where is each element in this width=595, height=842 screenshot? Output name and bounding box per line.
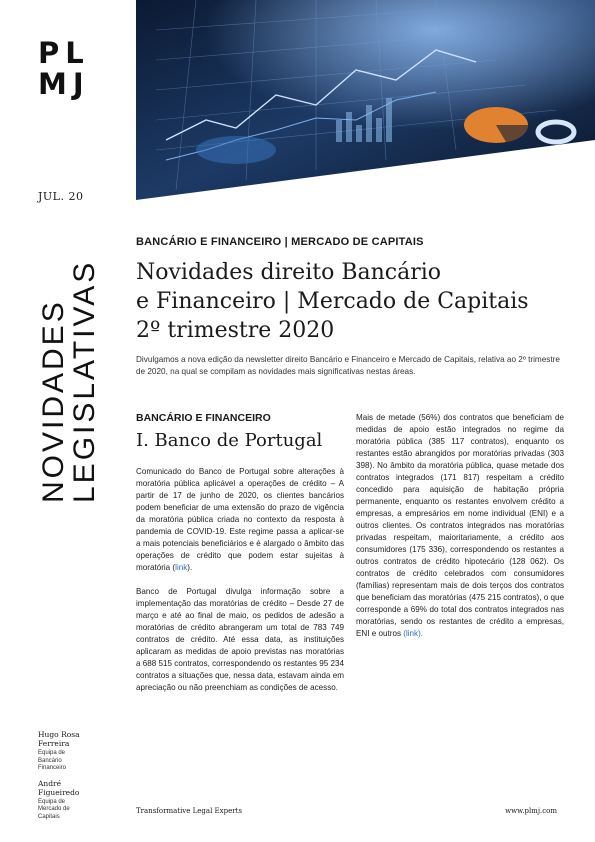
intro-paragraph: Divulgamos a nova edição da newsletter direito Bancário e Financeiro e Mercado de Capitais, relativa ao 2º trimestre de 2020, na qual se compilam as novidades mais significativas nestas áreas.	[136, 355, 560, 376]
author-team-line: Equipa de	[38, 750, 66, 756]
author-team-line: Bancário	[38, 757, 62, 764]
author-team	[38, 799, 118, 822]
plmj-logo[interactable]	[38, 38, 100, 100]
vertical-title-line-1: NOVIDADES	[37, 299, 70, 503]
vertical-title-line-2: LEGISLATIVAS	[68, 259, 101, 503]
paragraph-implementacao-moratorias: Banco de Portugal divulga informação sobre a implementação das moratórias de crédito – Desde 27 de março e até ao final de maio, os pedidos de adesão a moratórias de crédito abrangeram um total de 783 749 contratos de crédito. Até essa data, as instituições aplicaram as medidas de apoio previstas nas moratórias a 688 515 contratos, correspondendo os restantes 95 234 contratos a situações que, nessa data, estavam ainda em apreciação ou não preenchiam as condições de acesso.	[136, 587, 344, 692]
section-kicker: BANCÁRIO E FINANCEIRO	[136, 412, 271, 424]
authors	[38, 730, 118, 827]
paragraph-text: Mais de metade (56%) dos contratos que beneficiam de medidas de apoio estão integrados no regime da moratória pública (385 117 contratos), enquanto os restantes estão abrangidos por moratórias privadas (303 398). No âmbito da moratória pública, quase metade dos contratos integrados (171 817) respeitam a crédito concedido para aquisição de habitação própria permanente, enquanto os restantes envolvem crédito a empresas, a empresários em nome individual (ENI) e a outros clientes. Os contratos integrados nas moratórias privadas respeitam, maioritariamente, a crédito aos consumidores (175 336), correspondendo os restantes a outros contratos de crédito hipotecário (128 062). Os contratos de crédito celebrados com consumidores (famílias) representam mais de dois terços dos contratos que beneficiam das moratórias (475 215 contratos), o que corresponde a 69% do total dos contratos integrados nas moratórias, sendo os restantes de crédito a empresas, ENI e outros	[356, 413, 564, 638]
author-name-line: Figueiredo	[38, 787, 80, 797]
author-name	[38, 779, 118, 797]
author-team-line: Mercado de	[38, 806, 70, 812]
author-name-line: Hugo Rosa	[38, 730, 80, 739]
title-line-3: 2º trimestre 2020	[136, 318, 335, 343]
link-moratoria[interactable]: link	[175, 563, 188, 572]
paragraph-moratoria-alteracoes	[136, 466, 344, 574]
vertical-title	[38, 233, 104, 503]
author-team	[38, 750, 118, 773]
title-line-1: Novidades direito Bancário	[136, 260, 442, 285]
author-team-line: Financeiro	[38, 765, 67, 771]
paragraph-text: Comunicado do Banco de Portugal sobre alterações à moratória pública aplicável a operações de crédito – A partir de 17 de junho de 2020, os clientes bancários podem beneficiar de uma extensão do prazo de vigência da moratória pública criada no contexto da resposta à pandemia de COVID-19. Este regime passa a aplicar-se a mais potenciais beneficiários e é alargado o âmbito das operações de crédito que podem estar sujeitas à moratória (	[136, 467, 344, 572]
page-title	[136, 258, 556, 345]
category-kicker: BANCÁRIO E FINANCEIRO | MERCADO DE CAPITAIS	[136, 236, 424, 248]
author-name-line: Ferreira	[38, 739, 70, 748]
footer-tagline: Transformative Legal Experts	[136, 807, 242, 815]
author-team-line: Equipa de	[38, 798, 66, 805]
right-column	[356, 412, 564, 652]
logo-line-1: PL	[38, 36, 90, 70]
logo-line-2: MJ	[38, 67, 90, 101]
paragraph-text-end: ).	[187, 563, 193, 572]
author-block	[38, 730, 118, 773]
issue-date: JUL. 20	[38, 190, 84, 203]
hero-image	[136, 0, 595, 200]
left-column	[136, 412, 344, 706]
footer-website-link[interactable]: www.plmj.com	[505, 807, 557, 815]
section-heading: I. Banco de Portugal	[136, 430, 323, 451]
author-name-line: André	[38, 778, 62, 788]
title-line-2: e Financeiro | Mercado de Capitais	[136, 289, 529, 314]
link-contratos[interactable]: (link).	[403, 629, 424, 638]
author-team-line: Capitais	[38, 813, 60, 820]
author-name	[38, 730, 118, 748]
paragraph-contratos	[356, 412, 564, 640]
author-block	[38, 779, 118, 822]
